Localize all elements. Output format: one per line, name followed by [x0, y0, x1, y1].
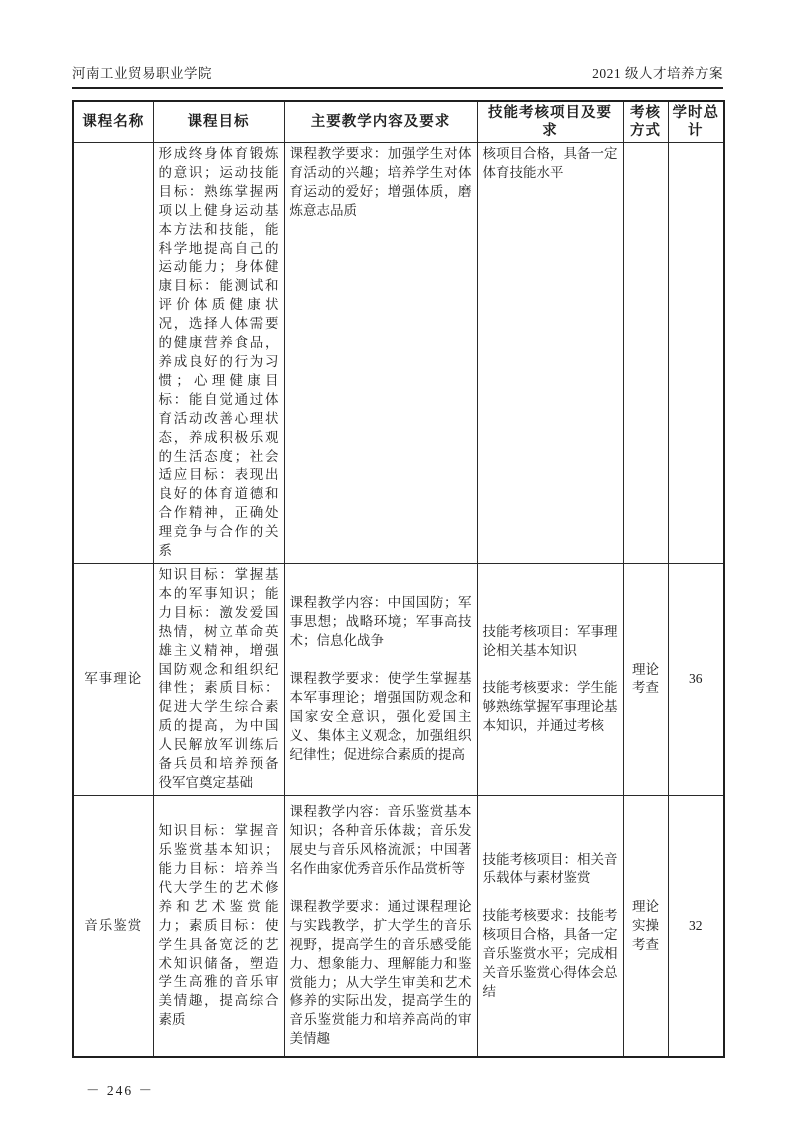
teaching-content-cell — [284, 795, 477, 1057]
paragraph: 课程教学要求：使学生掌握基本军事理论；增强国防观念和国家安全意识，强化爱国主义、集体主义观念，加强组织纪律性；促进综合素质的提高 — [289, 671, 472, 762]
skill-assessment-cell — [477, 563, 623, 795]
course-objectives-cell: 形成终身体育锻炼的意识；运动技能目标：熟练掌握两项以上健身运动基本方法和技能，能科学地提高自己的运动能力；身体健康目标：能测试和评价体质健康状况，选择人体需要的健康营养食品，养成良好的行为习惯；心理健康目标：能自觉通过体育活动改善心理状态，养成积极乐观的生活态度；社会适应目标：表现出良好的体育道德和合作精神，正确处理竞争与合作的关系 — [153, 143, 284, 564]
paragraph: 课程教学要求：通过课程理论与实践教学，扩大学生的音乐视野，提高学生的音乐感受能力、想象能力、理解能力和鉴赏能力；从大学生审美和艺术修养的实际出发，提高学生的音乐鉴赏能力和培养高尚的审美情趣 — [289, 898, 472, 1047]
col-header-assessment-method: 考核方式 — [623, 101, 668, 143]
paragraph: 技能考核要求：技能考核项目合格，具备一定音乐鉴赏水平；完成相关音乐鉴赏心得体会总结 — [482, 908, 618, 999]
document-page — [72, 0, 723, 1099]
course-name-cell — [73, 143, 153, 564]
paragraph: 技能考核项目：军事理论相关基本知识 — [482, 623, 618, 658]
course-objectives-cell: 知识目标：掌握基本的军事知识；能力目标：激发爱国热情，树立革命英雄主义精神，增强国防观念和组织纪律性；素质目标：促进大学生综合素质的提高，为中国人民解放军训练后备兵员和培养预备役军官奠定基础 — [153, 563, 284, 795]
skill-assessment-cell — [477, 143, 623, 564]
col-header-course-objectives: 课程目标 — [153, 101, 284, 143]
paragraph: 技能考核项目：相关音乐载体与素材鉴赏 — [482, 851, 618, 886]
total-hours-cell: 36 — [668, 563, 724, 795]
course-name-cell: 军事理论 — [73, 563, 153, 795]
paragraph: 核项目合格，具备一定体育技能水平 — [482, 146, 618, 180]
assessment-method-cell: 理论考查 — [623, 563, 668, 795]
assessment-method-cell: 理论实操考查 — [623, 795, 668, 1057]
col-header-teaching-content: 主要教学内容及要求 — [284, 101, 477, 143]
teaching-content-cell — [284, 143, 477, 564]
teaching-content-cell — [284, 563, 477, 795]
col-header-course-name: 课程名称 — [73, 101, 153, 143]
skill-assessment-cell — [477, 795, 623, 1057]
header-plan-title: 2021 级人才培养方案 — [592, 66, 723, 81]
page-number: － 246 － — [86, 1083, 154, 1099]
table-header-row — [73, 101, 724, 143]
course-objectives-cell: 知识目标：掌握音乐鉴赏基本知识；能力目标：培养当代大学生的艺术修养和艺术鉴赏能力；素质目标：使学生具备宽泛的艺术知识储备，塑造学生高雅的音乐审美情趣，提高综合素质 — [153, 795, 284, 1057]
total-hours-cell: 32 — [668, 795, 724, 1057]
table-row — [73, 795, 724, 1057]
paragraph: 课程教学内容：音乐鉴赏基本知识；各种音乐体裁；音乐发展史与音乐风格流派；中国著名作曲家优秀音乐作品赏析等 — [289, 804, 472, 876]
table-row — [73, 143, 724, 564]
col-header-skill-assessment: 技能考核项目及要求 — [477, 101, 623, 143]
paragraph: 课程教学内容：中国国防；军事思想；战略环境；军事高技术；信息化战争 — [289, 595, 472, 649]
paragraph: 技能考核要求：学生能够熟练掌握军事理论基本知识，并通过考核 — [482, 680, 618, 734]
paragraph: 课程教学要求：加强学生对体育活动的兴趣；培养学生对体育运动的爱好；增强体质，磨炼意志品质 — [289, 146, 472, 218]
table-row — [73, 563, 724, 795]
header-school-name: 河南工业贸易职业学院 — [72, 66, 212, 81]
course-plan-table — [72, 100, 725, 1058]
page-header — [72, 0, 723, 89]
assessment-method-cell — [623, 143, 668, 564]
col-header-total-hours: 学时总计 — [668, 101, 724, 143]
course-name-cell: 音乐鉴赏 — [73, 795, 153, 1057]
total-hours-cell — [668, 143, 724, 564]
